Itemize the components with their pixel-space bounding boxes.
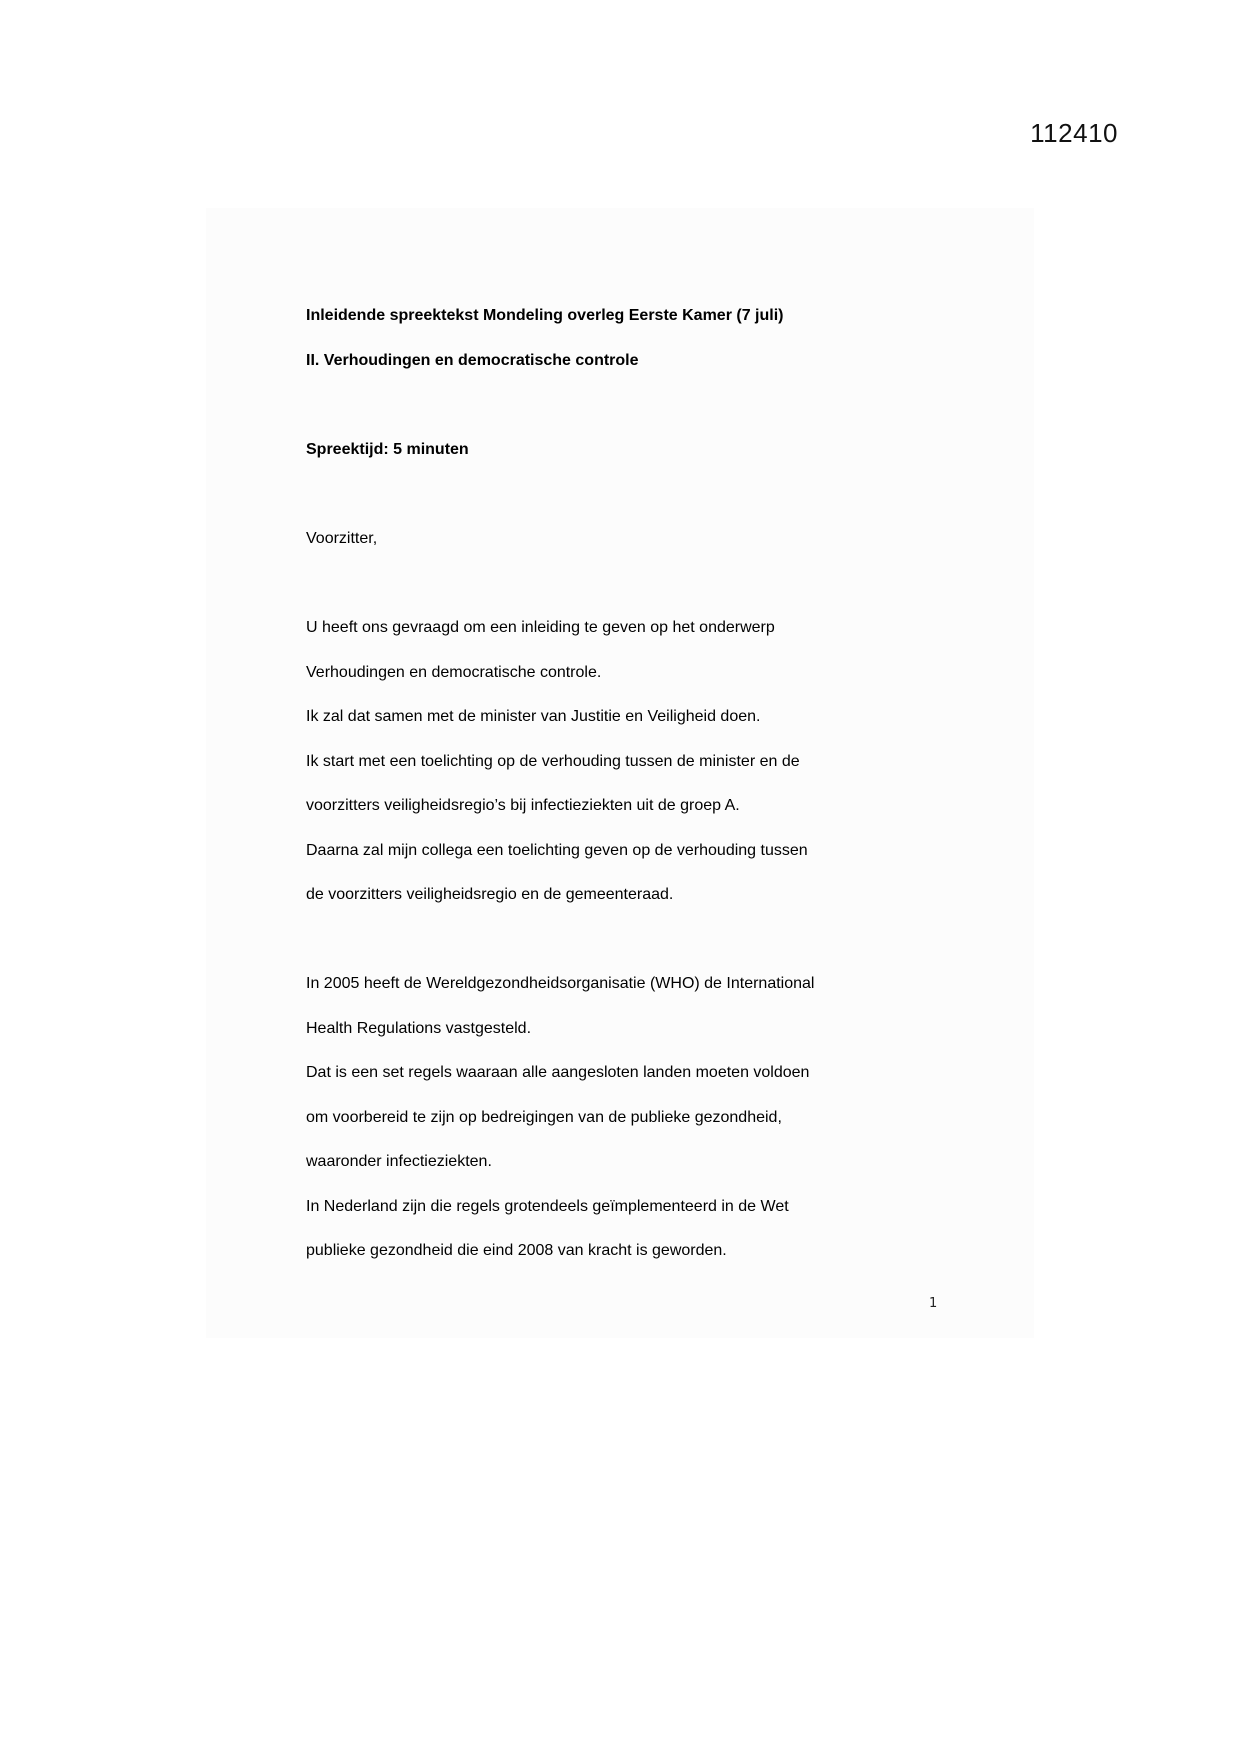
speaking-time: Spreektijd: 5 minuten <box>306 441 469 458</box>
paragraph-line: Health Regulations vastgesteld. <box>306 1020 532 1037</box>
paragraph-line: om voorbereid te zijn op bedreigingen van de publieke gezondheid, <box>306 1109 782 1126</box>
paragraph-line: In 2005 heeft de Wereldgezondheidsorganisatie (WHO) de International <box>306 975 815 992</box>
document-number: 112410 <box>1030 118 1118 148</box>
paragraph-line: Ik zal dat samen met de minister van Justitie en Veiligheid doen. <box>306 708 761 725</box>
paragraph-line: waaronder infectieziekten. <box>306 1153 492 1170</box>
paragraph-line: U heeft ons gevraagd om een inleiding te geven op het onderwerp <box>306 619 775 636</box>
paragraph-line: Dat is een set regels waaraan alle aangesloten landen moeten voldoen <box>306 1064 810 1081</box>
page-number: 1 <box>929 1296 938 1311</box>
paragraph-line: Ik start met een toelichting op de verhouding tussen de minister en de <box>306 753 800 770</box>
paragraph-line: Daarna zal mijn collega een toelichting geven op de verhouding tussen <box>306 842 808 859</box>
paragraph-line: publieke gezondheid die eind 2008 van kracht is geworden. <box>306 1242 727 1259</box>
paragraph-line: In Nederland zijn die regels grotendeels geïmplementeerd in de Wet <box>306 1198 789 1215</box>
paragraph-line: de voorzitters veiligheidsregio en de gemeenteraad. <box>306 886 674 903</box>
paragraph-line: Verhoudingen en democratische controle. <box>306 664 602 681</box>
paragraph-line: voorzitters veiligheidsregio’s bij infectieziekten uit de groep A. <box>306 797 740 814</box>
document-title: Inleidende spreektekst Mondeling overleg Eerste Kamer (7 juli) <box>306 307 784 324</box>
document-subtitle: II. Verhoudingen en democratische controle <box>306 352 639 369</box>
salutation: Voorzitter, <box>306 530 378 547</box>
